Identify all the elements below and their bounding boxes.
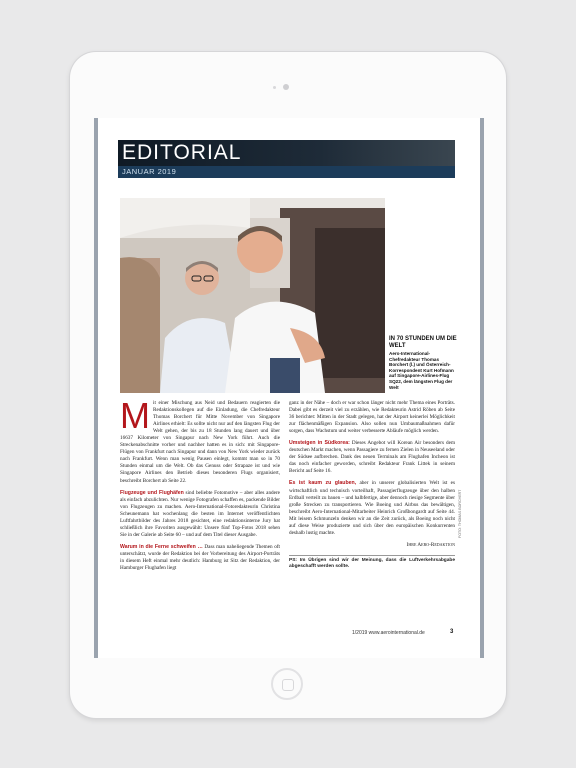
- sensor-dot: [273, 86, 276, 89]
- paragraph-3: [120, 544, 280, 572]
- drop-cap: M: [120, 395, 150, 436]
- paragraph-2-text: sind beliebte Fotomotive – aber alles andere als einfach abzulichten. Nur wenige Fotografen schaffen es, packende Bilder von Flugzeugen zu machen. Aero-International-Fotoredakteurin Christina Scheunemann hat wochenlang die besten im Internet veröffentlichten Luftfahrtbilder des Jahres 2018 gesichtet, eine redaktionsinterne Jury hat schließlich ihre Favoriten ausgewählt: Unsere fünf Top-Fotos 2018 sehen Sie in der Galerie ab Seite 60 – und auf dem Titel dieser Ausgabe.: [120, 489, 280, 538]
- page-number: 3: [450, 629, 454, 635]
- paragraph-1: [120, 395, 280, 485]
- page-edge-right: [480, 118, 484, 658]
- paragraph-1-text: it einer Mischung aus Neid und Bedauern reagierten die Redaktionskollegen auf die Einladung, die Chefredakteur Thomas Borchert für Mitte November von Singapore Airlines erhielt: Es sollte nicht nur auf den längsten Flug der Welt gehen, der bis zu 18 Stunden lang dauert und über 16637 Kilometer von Singapur nach New York führt. Auch die Streckenabschnitte vorher und nachher hatten es in sich: mit Singapore-Flügen von Frankfurt nach Singapur und dann von New York wieder zurück nach Frankfurt. Wenn man wenig Pausen einlegt, kommt man so in 70 Stunden einmal um die Welt. Ob das Genuss oder Strapaze ist und wie Singapore Airlines den Betrieb dieses besonderen Flugs organisiert, beschreibt Borchert ab Seite 22.: [120, 400, 280, 484]
- section-title: EDITORIAL: [122, 141, 242, 164]
- paragraph-3-lead: Warum in die Ferne schweifen …: [120, 543, 203, 550]
- page-edge-left: [94, 118, 98, 658]
- postscript: PS: Im Übrigen sind wir der Meinung, dass die Luftverkehrsabgabe abgeschafft werden sollte.: [289, 555, 455, 570]
- photo-credit: FOTO: THOMAS BORCHERT: [458, 489, 462, 538]
- paragraph-5: [289, 440, 455, 475]
- magazine-page: [94, 118, 484, 658]
- caption-text: Aero-International-Chefredakteur Thomas Borchert (l.) und Österreich-Korrespondent Kurt Hofmann auf Singapore-Airlines-Flug SQ22, dem längsten Flug der Welt: [389, 351, 454, 390]
- article-column-left: [120, 395, 280, 577]
- photo-caption: [389, 336, 459, 390]
- page-folio: 1/2019 www.aerointernational.de: [352, 630, 425, 636]
- paragraph-4: ganz in der Nähe – doch er war schon länger nicht mehr Thema eines Porträts. Dabei gibt es derzeit viel zu erzählen, wie Redakteurin Astrid Röben ab Seite 36 berichtet: Mitten in der Stadt gelegen, hat der Airport keinerlei Möglichkeit zur flächenmäßigen Expansion. Also sollen nun Umbaumaßnahmen dafür sorgen, dass Wachstum und weiter verbesserte Abläufe möglich werden.: [289, 400, 455, 435]
- paragraph-3-text: Dass man naheliegende Themen oft unterschätzt, wurde der Redaktion bei der Vorbereitung des Airport-Porträts in diesem Heft einmal mehr deutlich: Hamburg ist Sitz der Redaktion, der Hamburger Flughafen liegt: [120, 543, 280, 572]
- paragraph-6-lead: Es ist kaum zu glauben,: [289, 480, 357, 487]
- paragraph-6-text: aber in unserer globalisierten Welt ist es wirtschaftlich und technisch vorteilhaft, Passagierflugzeuge über den halben Erdball verteilt zu bauen – und halbfertige, aber dennoch riesige Segmente über große Strecken zu transportieren. Wie Boeing und Airbus das bewältigen, beschreibt Aero-International-Mitarbeiter Heinrich Großbongardt auf Seite 44. Mit leisem Schmunzeln denken wir an die Zeit zurück, als Boeing noch nicht auf diese Weise produzierte und sich über den europäischen Konkurrenten deshalb lustig machte.: [289, 480, 455, 536]
- front-camera: [283, 84, 289, 90]
- paragraph-2-lead: Flugzeuge und Flughäfen: [120, 489, 184, 496]
- home-button[interactable]: [271, 668, 303, 700]
- section-header: [118, 140, 455, 166]
- cabin-photo-illustration: [120, 198, 385, 393]
- caption-headline: IN 70 STUNDEN UM DIE WELT: [389, 336, 457, 349]
- editorial-photo: [120, 198, 385, 393]
- editorial-signature: Ihre Aero-Redaktion: [406, 541, 455, 548]
- article-column-right: [289, 400, 455, 570]
- issue-date: JANUAR 2019: [122, 167, 177, 176]
- paragraph-5-lead: Umsteigen in Südkorea:: [289, 440, 350, 447]
- paragraph-6: [289, 480, 455, 536]
- paragraph-2: [120, 490, 280, 539]
- issue-bar: [118, 166, 455, 178]
- paragraph-5-text: Dieses Angebot will Korean Air besonders dem deutschen Markt machen, wenn Passagiere zu fernen Zielen in Neuseeland oder der Südsee aufbrechen. Dank des neuen Terminals am Flughafen Incheon ist das noch einfacher geworden, schreibt Redakteur Frank Littek in seinem Bericht auf Seite 16.: [289, 440, 455, 475]
